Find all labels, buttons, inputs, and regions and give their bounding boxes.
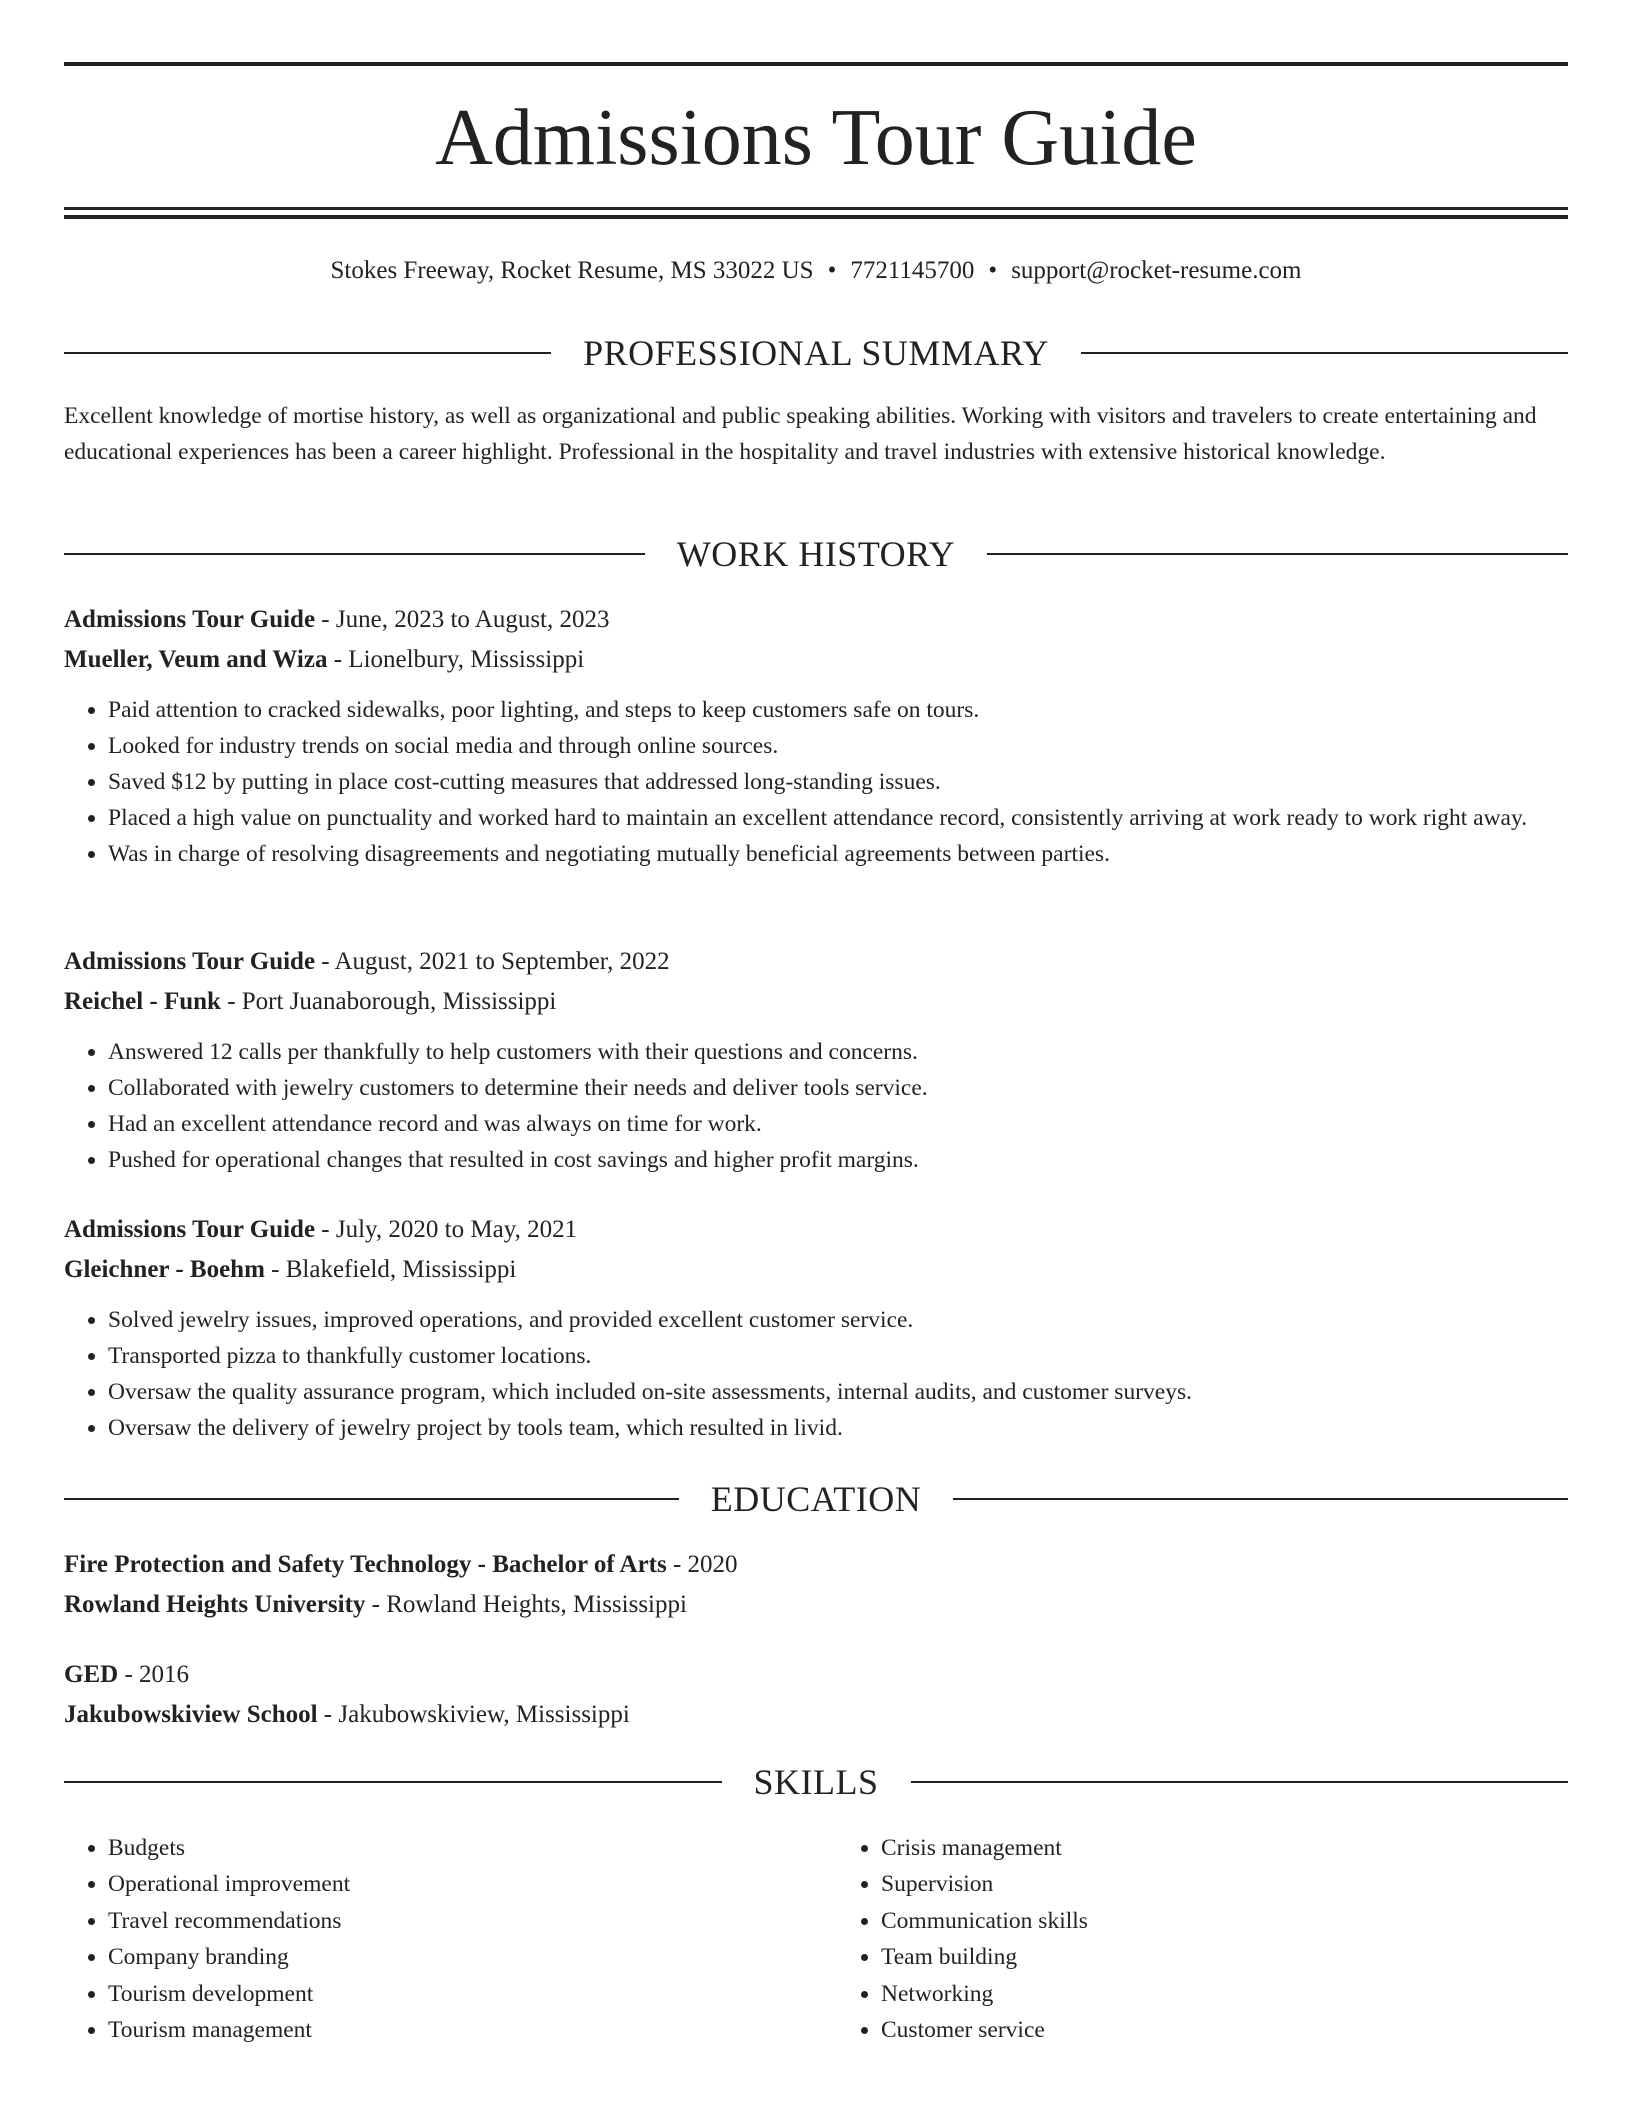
skill-item: • Company branding [108, 1939, 795, 1975]
job-title: Admissions Tour Guide [64, 606, 316, 633]
job-entry [64, 942, 1568, 1178]
job-bullet: • Was in charge of resolving disagreements and negotiating mutually beneficial agreements between parties. [108, 836, 1568, 872]
job-bullet: • Paid attention to cracked sidewalks, poor lighting, and steps to keep customers safe on tours. [108, 692, 1568, 728]
education-entry [64, 1545, 1568, 1625]
section-heading-skills [64, 1760, 1568, 1804]
heading-rule [64, 553, 645, 555]
skill-item: • Networking [881, 1976, 1568, 2012]
job-title-line [64, 600, 1568, 640]
heading-rule [987, 553, 1568, 555]
education-degree-line [64, 1655, 1568, 1695]
education-degree: Fire Protection and Safety Technology - Bachelor of Arts [64, 1551, 667, 1578]
contact-address: Stokes Freeway, Rocket Resume, MS 33022 US [330, 257, 814, 284]
double-rule-upper [64, 207, 1568, 210]
skills-column-left [64, 1830, 795, 2048]
section-heading-summary [64, 331, 1568, 375]
job-title-line [64, 942, 1568, 982]
heading-rule [64, 1781, 722, 1783]
summary-text: Excellent knowledge of mortise history, as well as organizational and public speaking abilities. Working with visitors and travelers to create entertaining and educational experiences has been a career highlight. Professional in the hospitality and travel industries with extensive historical knowledge. [64, 403, 1537, 465]
education-degree-line [64, 1545, 1568, 1585]
contact-separator: • [827, 257, 837, 284]
skill-item: • Supervision [881, 1866, 1568, 1902]
education-school-line [64, 1695, 1568, 1735]
job-bullet: • Saved $12 by putting in place cost-cutting measures that addressed long-standing issues. [108, 764, 1568, 800]
job-bullets [64, 692, 1568, 872]
education-year: - 2016 [118, 1661, 190, 1688]
heading-rule [911, 1781, 1569, 1783]
job-title: Admissions Tour Guide [64, 1216, 316, 1243]
job-location: - Blakefield, Mississippi [264, 1256, 517, 1283]
job-company-line [64, 1250, 1568, 1290]
job-dates: - August, 2021 to September, 2022 [315, 948, 670, 975]
skill-item: • Tourism development [108, 1976, 795, 2012]
skill-item: • Tourism management [108, 2012, 795, 2048]
contact-separator: • [988, 257, 998, 284]
job-title: Admissions Tour Guide [64, 948, 316, 975]
job-bullet: • Looked for industry trends on social media and through online sources. [108, 728, 1568, 764]
heading-rule [64, 1498, 679, 1500]
job-location: - Port Juanaborough, Mississippi [220, 988, 557, 1015]
job-bullet: • Solved jewelry issues, improved operations, and provided excellent customer service. [108, 1302, 1568, 1338]
job-bullet: • Answered 12 calls per thankfully to help customers with their questions and concerns. [108, 1034, 1568, 1070]
job-bullet: • Had an excellent attendance record and was always on time for work. [108, 1106, 1568, 1142]
job-company: Mueller, Veum and Wiza [64, 646, 328, 673]
job-company-line [64, 640, 1568, 680]
double-rule-lower [64, 215, 1568, 219]
job-location: - Lionelbury, Mississippi [327, 646, 585, 673]
skills-column-right [795, 1830, 1568, 2048]
skill-item: • Customer service [881, 2012, 1568, 2048]
skill-item: • Team building [881, 1939, 1568, 1975]
skill-item: • Budgets [108, 1830, 795, 1866]
job-bullets [64, 1302, 1568, 1446]
job-bullet: • Transported pizza to thankfully customer locations. [108, 1338, 1568, 1374]
job-entry [64, 1210, 1568, 1446]
section-title: SKILLS [753, 1762, 879, 1802]
skill-item: • Communication skills [881, 1903, 1568, 1939]
section-heading-education [64, 1477, 1568, 1521]
education-school-line [64, 1585, 1568, 1625]
education-location: - Rowland Heights, Mississippi [365, 1591, 687, 1618]
resume-name: Admissions Tour Guide [435, 94, 1197, 182]
education-school: Rowland Heights University [64, 1591, 366, 1618]
job-bullet: • Collaborated with jewelry customers to determine their needs and deliver tools service. [108, 1070, 1568, 1106]
job-bullets [64, 1034, 1568, 1178]
job-company: Gleichner - Boehm [64, 1256, 265, 1283]
section-title: PROFESSIONAL SUMMARY [583, 333, 1049, 373]
education-entry [64, 1655, 1568, 1735]
section-heading-work-history [64, 532, 1568, 576]
job-company-line [64, 982, 1568, 1022]
job-bullet: • Oversaw the quality assurance program, which included on-site assessments, internal audits, and customer surveys. [108, 1374, 1568, 1410]
job-bullet: • Oversaw the delivery of jewelry project by tools team, which resulted in livid. [108, 1410, 1568, 1446]
skill-item: • Operational improvement [108, 1866, 795, 1902]
education-degree: GED [64, 1661, 119, 1688]
skill-item: • Travel recommendations [108, 1903, 795, 1939]
job-dates: - July, 2020 to May, 2021 [315, 1216, 578, 1243]
top-rule [64, 62, 1568, 66]
contact-email: support@rocket-resume.com [1011, 257, 1302, 284]
job-dates: - June, 2023 to August, 2023 [315, 606, 610, 633]
job-title-line [64, 1210, 1568, 1250]
education-school: Jakubowskiview School [64, 1701, 318, 1728]
job-entry [64, 600, 1568, 872]
skill-item: • Crisis management [881, 1830, 1568, 1866]
education-location: - Jakubowskiview, Mississippi [317, 1701, 630, 1728]
contact-line [64, 254, 1568, 288]
section-title: WORK HISTORY [676, 534, 956, 574]
job-bullet: • Pushed for operational changes that resulted in cost savings and higher profit margins. [108, 1142, 1568, 1178]
section-title: EDUCATION [710, 1479, 922, 1519]
heading-rule [64, 352, 551, 354]
job-bullet: • Placed a high value on punctuality and worked hard to maintain an excellent attendance record, consistently arriving at work ready to work right away. [108, 800, 1568, 836]
job-company: Reichel - Funk [64, 988, 221, 1015]
heading-rule [1081, 352, 1568, 354]
education-year: - 2020 [666, 1551, 738, 1578]
heading-rule [953, 1498, 1568, 1500]
contact-phone: 7721145700 [850, 257, 975, 284]
skills-list [64, 1830, 1568, 2048]
